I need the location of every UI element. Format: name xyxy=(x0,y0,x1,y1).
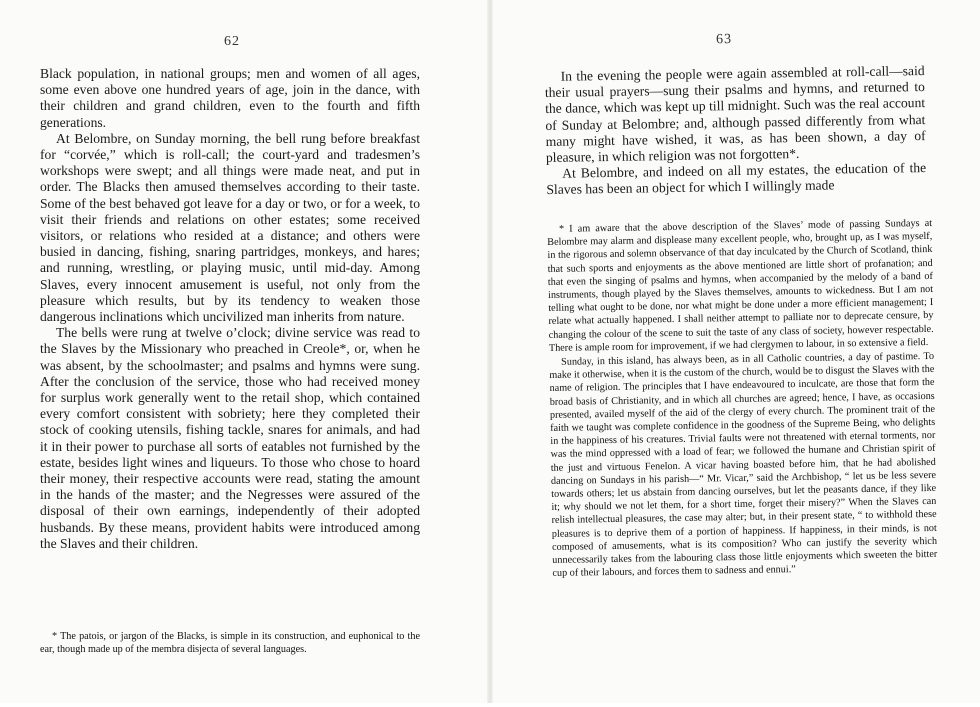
page-number-left: 62 xyxy=(224,34,240,49)
left-footnote xyxy=(40,630,420,657)
right-page-body xyxy=(545,63,927,199)
paragraph: At Belombre, and indeed on all my estates, the education of the Slaves has been an object for which I willingly made xyxy=(546,160,927,198)
paragraph: The bells were rung at twelve o’clock; divine service was read to the Slaves by the Missionary who preached in Creole*, or, when he was absent, by the schoolmaster; and psalms and hymns were sung. After the conclusion of the service, those who had received money for surplus work generally went to the retail shop, which contained every comfort consistent with sobriety; here they completed their stock of cooking utensils, fishing tackle, snares for animals, and had it in their power to purchase all sorts of eatables not furnished by the estate, besides light wines and liqueurs. To those who chose to hoard their money, their respective accounts were read, stating the amount in the hands of the master; and the Negresses were assured of the disposal of their own earnings, independently of their adopted husbands. By these means, provident habits were introduced among the Slaves and their children. xyxy=(40,325,420,551)
footnote-text: * The patois, or jargon of the Blacks, is simple in its construction, and euphonical to the ear, though made up of the membra disjecta of several languages. xyxy=(40,631,420,656)
paragraph: In the evening the people were again assembled at roll-call—said their usual prayers—sung their psalms and hymns, and returned to the dance, which was kept up till midnight. Such was the real account of Sunday at Belombre; and, although passed differently from what many might have wished, it was, as has been shown, a day of pleasure, in which religion was not forgotten*. xyxy=(544,63,926,165)
page-number-right: 63 xyxy=(715,32,733,48)
right-footnotes xyxy=(547,217,938,581)
paragraph: Black population, in national groups; men and women of all ages, some even above one hundred years of age, join in the dance, with their children and grand children, even to the fourth and fifth generations. xyxy=(40,66,420,130)
left-page xyxy=(0,0,487,703)
footnote-text: * I am aware that the above description of the Slaves’ mode of passing Sundays at Belombre may alarm and displease many excellent people, who, brought up, as I was myself, in the rigorous and solemn observance of that day inculcated by the Church of Scotland, think that such sports and enjoyments as the above mentioned are little short of profanation; and that even the singing of psalms and hymns, when accompanied by the melody of a band of instruments, though played by the Slaves themselves, amounts to wickedness. But I am not telling what ought to be done, nor what might be done under a more efficient management; I relate what actually happened. I shall neither attempt to palliate nor to deprecate censure, by changing the colour of the scene to suit the taste of any class of society, however respectable. There is ample room for improvement, if we had clergymen to labour, in so extensive a field. xyxy=(547,217,934,354)
paragraph: At Belombre, on Sunday morning, the bell rung before breakfast for “corvée,” which is roll-call; the court-yard and tradesmen’s workshops were swept; and all things were made neat, and put in order. The Blacks then amused themselves according to their taste. Some of the best behaved got leave for a day or two, or for a week, to visit their friends and relations on other estates; some received visitors, or relations who resided at a distance; and others were busied in dancing, fishing, snaring partridges, monkeys, and hares; and running, wrestling, or playing music, until mid-day. Among Slaves, every innocent amusement is useful, not only from the pleasure which results, but by its tendency to weaken those dangerous inclinations which uncivilized man inherits from nature. xyxy=(40,130,420,325)
right-page xyxy=(488,0,980,707)
left-page-body xyxy=(40,66,420,552)
footnote-text: Sunday, in this island, has always been, as in all Catholic countries, a day of pastime. To make it otherwise, when it is the custom of the church, would be to disgust the Slaves with the name of religion. The principles that I have endeavoured to inculcate, are those that form the broad basis of Christianity, and in which all churches are agreed; hence, I have, as occasions presented, availed myself of the aid of the clergy of every church. The prominent trait of the faith we taught was complete confidence in the goodness of the Supreme Being, who delights in the happiness of his creatures. Trivial faults were not threatened with eternal torments, nor was the mind oppressed with a load of fear; we followed the humane and Christian spirit of the just and virtuous Fenelon. A vicar having boasted before him, that he had abolished dancing on Sundays in his parish—“ Mr. Vicar,” said the Archbishop, “ let us be less severe towards others; let us abstain from dancing ourselves, but let the peasants dance, if they like it; why should we not let them, for a short time, forget their misery?” When the Slaves can relish intellectual pleasures, the case may alter; but, in their present state, “ to withhold these pleasures is to deprive them of a portion of happiness. If happiness, in their minds, is not composed of amusements, what is its composition? Who can justify the severity which unnecessarily takes from the labouring class those little enjoyments which sweeten the bitter cup of their labours, and forces them to sadness and ennui.” xyxy=(549,350,938,580)
